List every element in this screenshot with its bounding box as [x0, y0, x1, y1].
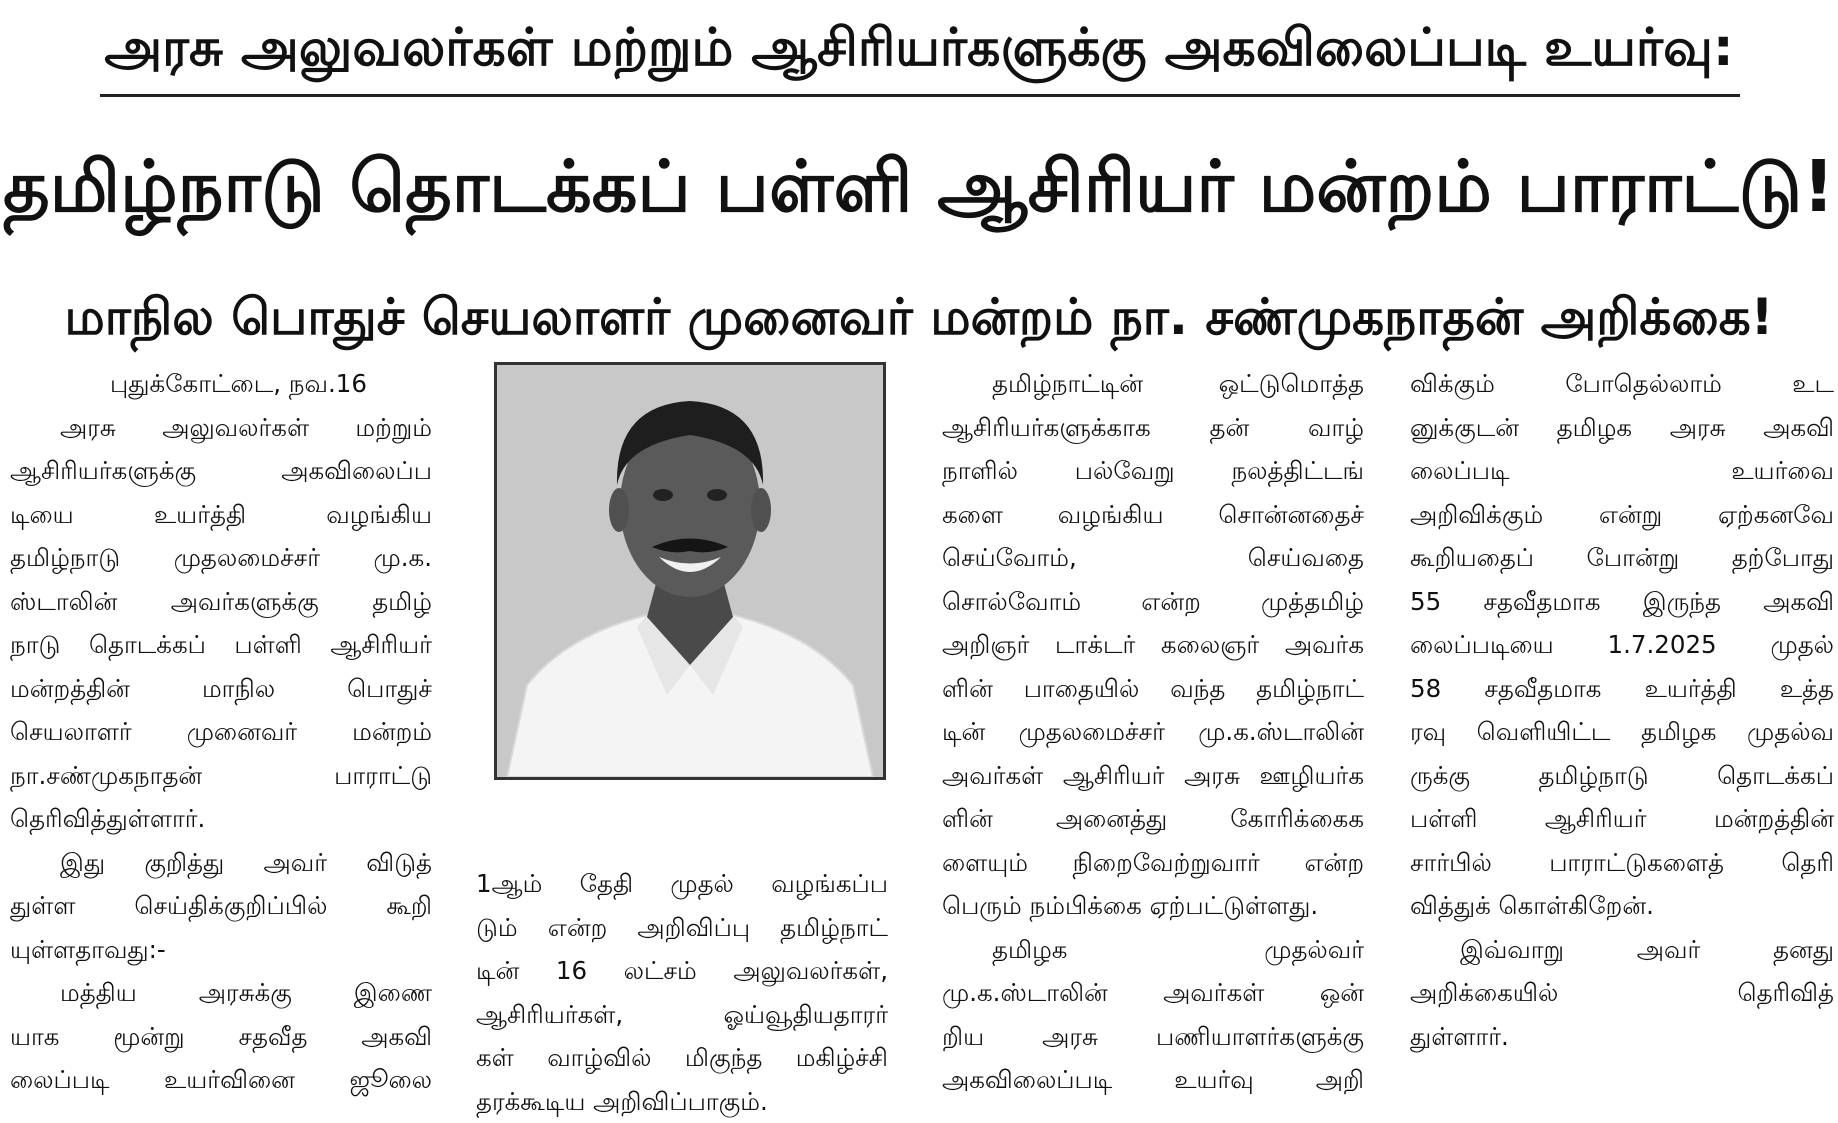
article-column-1	[10, 362, 432, 1102]
text-line: டும் என்ற அறிவிப்பு தமிழ்நாட்	[476, 906, 888, 950]
text-line: அவர்கள் ஆசிரியர் அரசு ஊழியர்க	[942, 754, 1364, 798]
text-line: டின் முதலமைச்சர் மு.க.ஸ்டாலின்	[942, 710, 1364, 754]
text-line: மத்திய அரசுக்கு இணை	[10, 971, 432, 1015]
text-line: கள் வாழ்வில் மிகுந்த மகிழ்ச்சி	[476, 1036, 888, 1080]
text-line: லைப்படியை 1.7.2025 முதல்	[1410, 623, 1834, 667]
text-line: தரக்கூடிய அறிவிப்பாகும்.	[476, 1080, 888, 1123]
text-line: செய்வோம், செய்வதை	[942, 536, 1364, 580]
text-line: அறிஞர் டாக்டர் கலைஞர் அவர்க	[942, 623, 1364, 667]
dateline: புதுக்கோட்டை, நவ.16	[10, 362, 432, 406]
text-line: னுக்குடன் தமிழக அரசு அகவி	[1410, 406, 1834, 450]
text-line: களை வழங்கிய சொன்னதைச்	[942, 493, 1364, 537]
text-line: மு.க.ஸ்டாலின் அவர்கள் ஒன்	[942, 971, 1364, 1015]
text-line: 55 சதவீதமாக இருந்த அகவி	[1410, 580, 1834, 624]
text-line: ஸ்டாலின் அவர்களுக்கு தமிழ்	[10, 580, 432, 624]
text-line: சார்பில் பாராட்டுகளைத் தெரி	[1410, 841, 1834, 885]
text-line: ளின் அனைத்து கோரிக்கைக	[942, 797, 1364, 841]
article-column-3	[942, 362, 1364, 1102]
text-line: பெரும் நம்பிக்கை ஏற்பட்டுள்ளது.	[942, 884, 1364, 928]
kicker-underline	[100, 94, 1740, 97]
text-line: டின் 16 லட்சம் அலுவலர்கள்,	[476, 949, 888, 993]
text-line: செயலாளர் முனைவர் மன்றம்	[10, 710, 432, 754]
text-line: லைப்படி உயர்வை	[1410, 449, 1834, 493]
text-line: நாடு தொடக்கப் பள்ளி ஆசிரியர்	[10, 623, 432, 667]
text-line: விக்கும் போதெல்லாம் உட	[1410, 362, 1834, 406]
sub-headline: மாநில பொதுச் செயலாளர் முனைவர் மன்றம் நா. சண்முகநாதன் அறிக்கை!	[0, 272, 1838, 362]
text-line: இது குறித்து அவர் விடுத்	[10, 841, 432, 885]
text-line: 58 சதவீதமாக உயர்த்தி உத்த	[1410, 667, 1834, 711]
text-line: சொல்வோம் என்ற முத்தமிழ்	[942, 580, 1364, 624]
text-line: ஆசிரியர்களுக்காக தன் வாழ்	[942, 406, 1364, 450]
text-line: ரவு வெளியிட்ட தமிழக முதல்வ	[1410, 710, 1834, 754]
text-line: கூறியதைப் போன்று தற்போது	[1410, 536, 1834, 580]
text-line: அறிவிக்கும் என்று ஏற்கனவே	[1410, 493, 1834, 537]
text-line: தெரிவித்துள்ளார்.	[10, 797, 432, 841]
text-line: ளின் பாதையில் வந்த தமிழ்நாட்	[942, 667, 1364, 711]
text-line: துள்ளார்.	[1410, 1015, 1834, 1059]
text-line: தமிழக முதல்வர்	[942, 928, 1364, 972]
text-line: நா.சண்முகநாதன் பாராட்டு	[10, 754, 432, 798]
article-column-2	[476, 862, 888, 1123]
text-line: யாக மூன்று சதவீத அகவி	[10, 1015, 432, 1059]
text-line: இவ்வாறு அவர் தனது	[1410, 928, 1834, 972]
text-line: ளையும் நிறைவேற்றுவார் என்ற	[942, 841, 1364, 885]
text-line: யுள்ளதாவது:-	[10, 928, 432, 972]
text-line: 1ஆம் தேதி முதல் வழங்கப்ப	[476, 862, 888, 906]
text-line: அகவிலைப்படி உயர்வு அறி	[942, 1058, 1364, 1102]
text-line: துள்ள செய்திக்குறிப்பில் கூறி	[10, 884, 432, 928]
text-line: லைப்படி உயர்வினை ஜூலை	[10, 1058, 432, 1102]
text-line: நாளில் பல்வேறு நலத்திட்டங்	[942, 449, 1364, 493]
text-line: ஆசிரியர்கள், ஓய்வூதியதாரர்	[476, 993, 888, 1037]
text-line: றிய அரசு பணியாளர்களுக்கு	[942, 1015, 1364, 1059]
text-line: தமிழ்நாடு முதலமைச்சர் மு.க.	[10, 536, 432, 580]
text-line: ஆசிரியர்களுக்கு அகவிலைப்ப	[10, 449, 432, 493]
kicker-headline: அரசு அலுவலர்கள் மற்றும் ஆசிரியர்களுக்கு அகவிலைப்படி உயர்வு:	[0, 6, 1838, 90]
person-photo	[494, 362, 886, 780]
text-line: தமிழ்நாட்டின் ஒட்டுமொத்த	[942, 362, 1364, 406]
text-line: அரசு அலுவலர்கள் மற்றும்	[10, 406, 432, 450]
text-line: வித்துக் கொள்கிறேன்.	[1410, 884, 1834, 928]
text-line: அறிக்கையில் தெரிவித்	[1410, 971, 1834, 1015]
portrait-illustration	[497, 365, 883, 777]
text-line: மன்றத்தின் மாநில பொதுச்	[10, 667, 432, 711]
text-line: டியை உயர்த்தி வழங்கிய	[10, 493, 432, 537]
article-column-4	[1410, 362, 1834, 1058]
main-headline: தமிழ்நாடு தொடக்கப் பள்ளி ஆசிரியர் மன்றம் பாராட்டு!	[0, 112, 1838, 262]
text-line: ருக்கு தமிழ்நாடு தொடக்கப்	[1410, 754, 1834, 798]
text-line: பள்ளி ஆசிரியர் மன்றத்தின்	[1410, 797, 1834, 841]
